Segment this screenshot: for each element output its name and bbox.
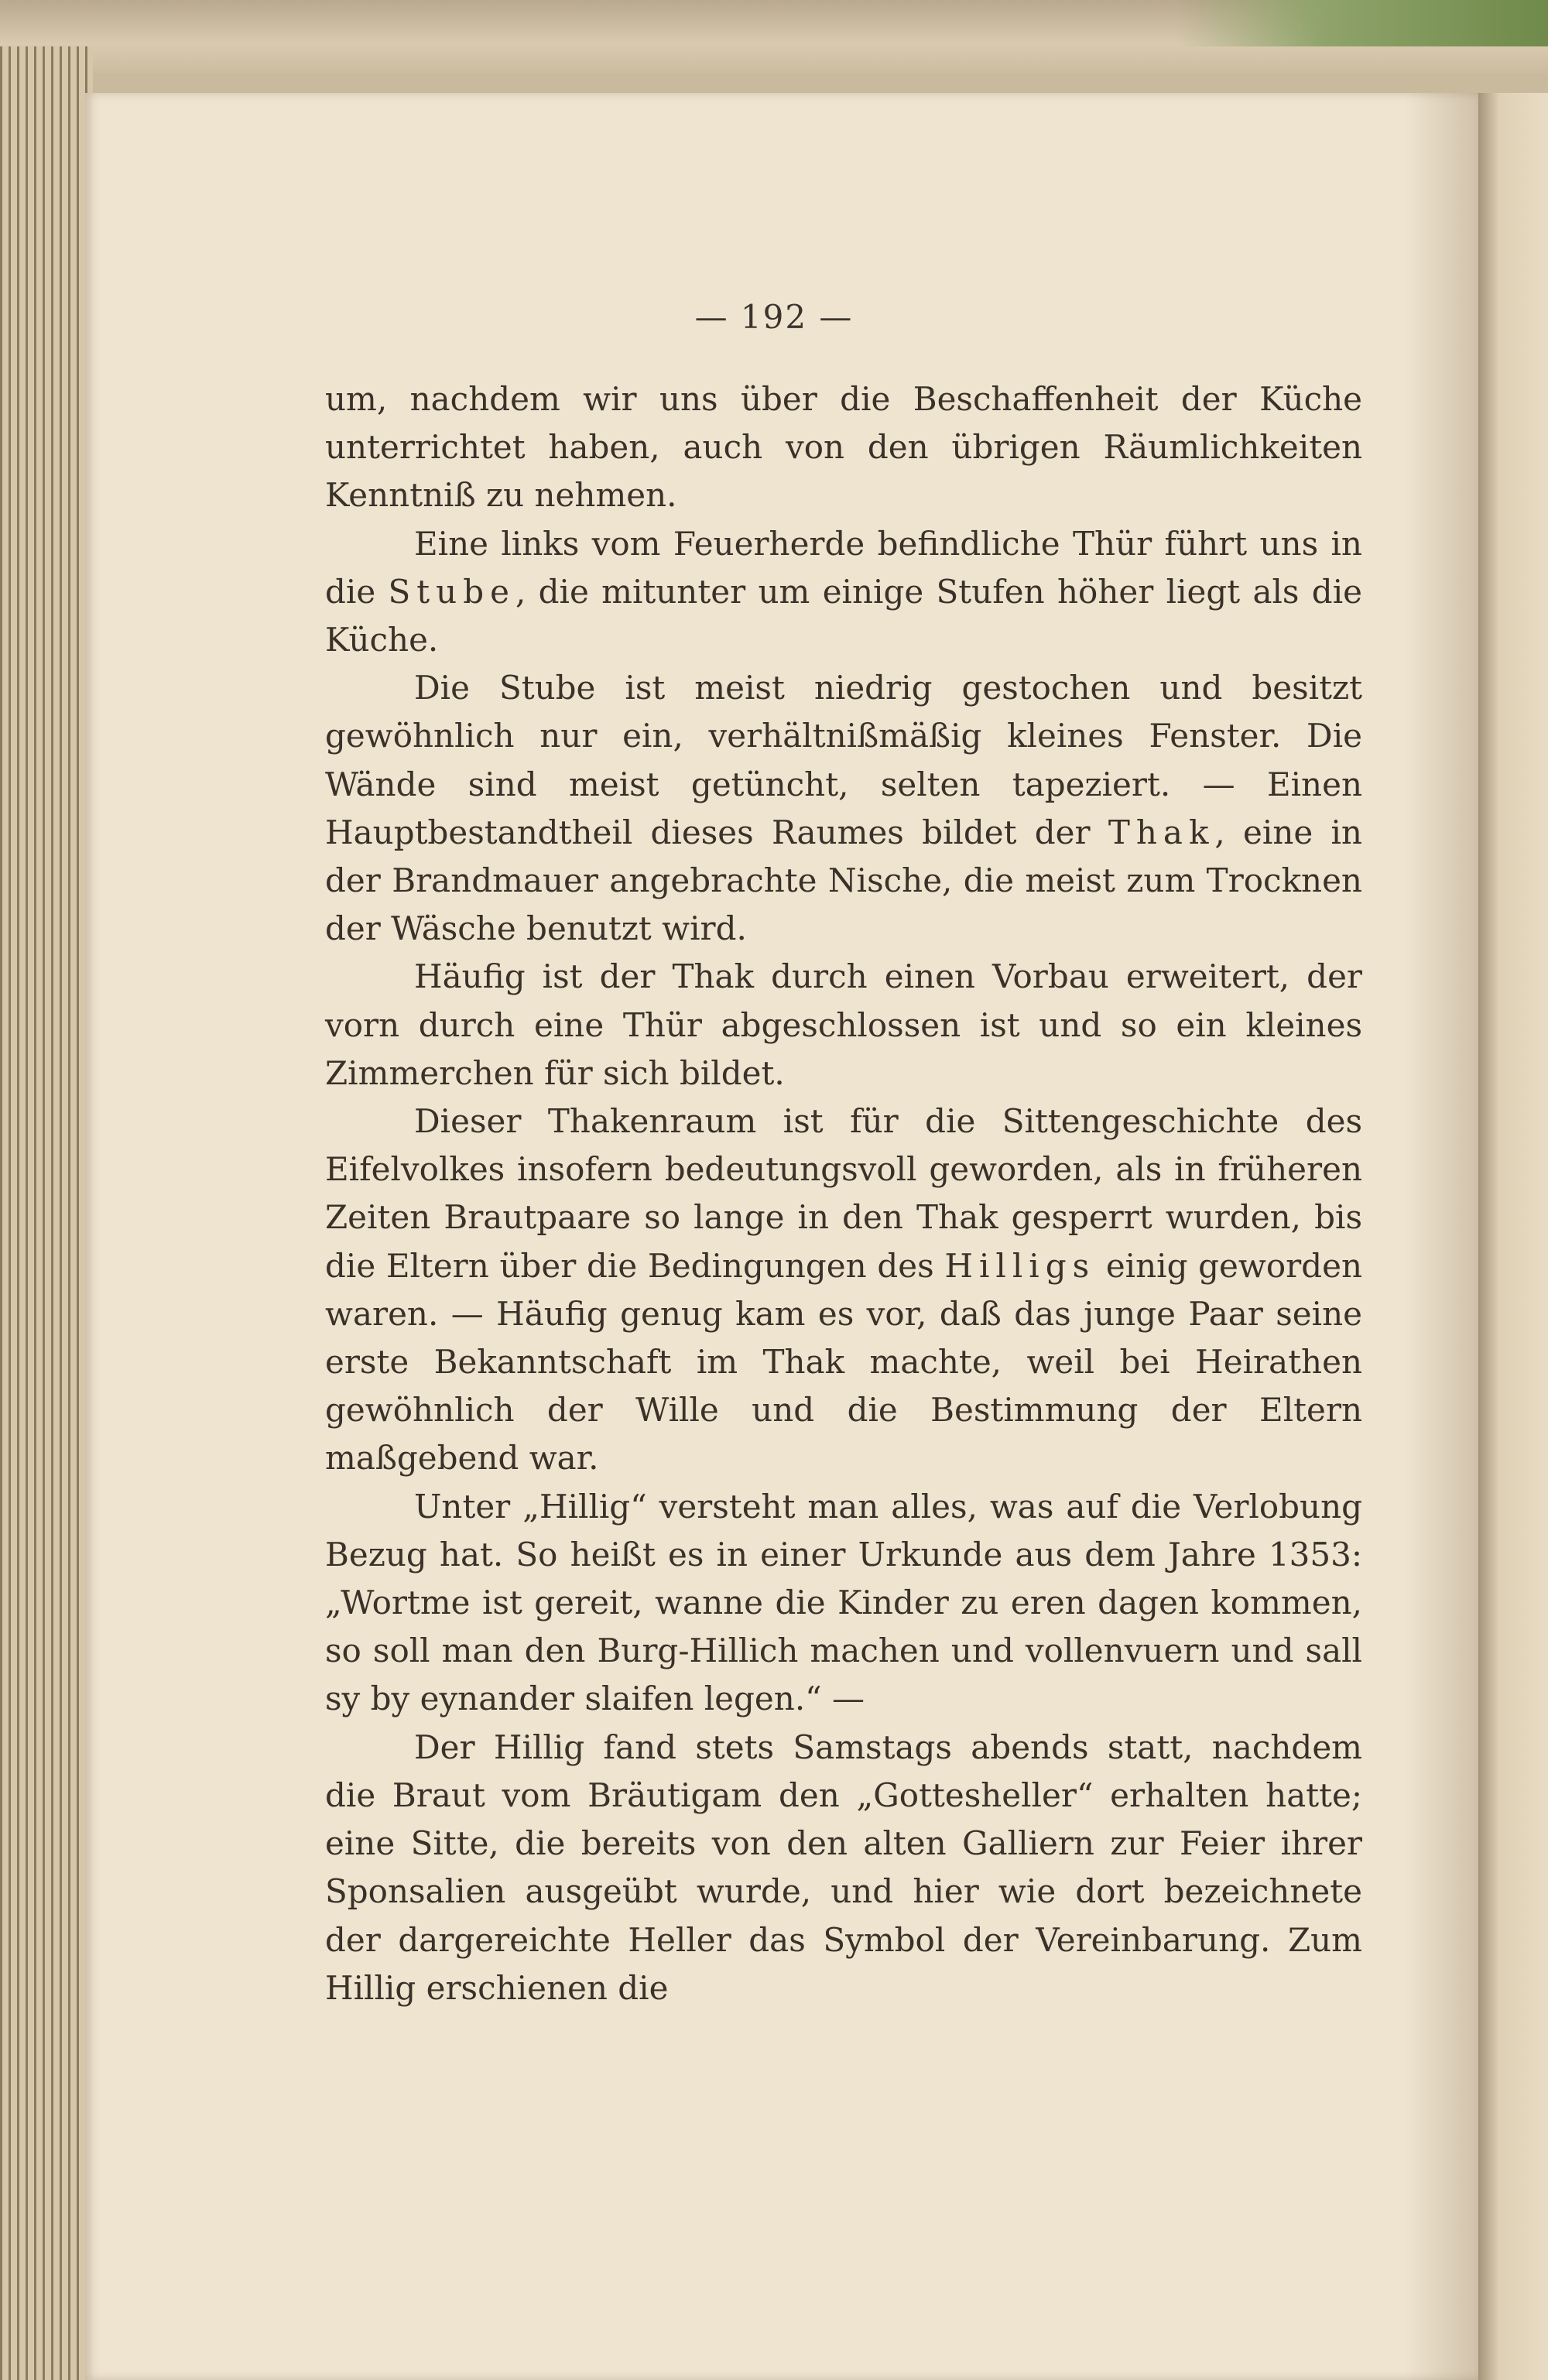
paragraph-text: Eine links vom Feuerherde befindliche Thür führt uns in die xyxy=(325,524,1362,611)
emphasized-word: Hilligs xyxy=(944,1246,1096,1285)
paragraph: Unter „Hillig“ versteht man alles, was auf die Verlobung Bezug hat. So heißt es in einer Urkunde aus dem Jahre 1353: „Wortme ist gereit, wanne die Kinder zu eren dagen kommen, so soll man den Burg-Hillich machen und vollenvuern und sall sy by eynander slaifen legen.“ — xyxy=(325,1487,1362,1718)
paragraph xyxy=(325,1098,1362,1483)
paragraph: Der Hillig fand stets Samstags abends statt, nachdem die Braut vom Bräutigam den „Gotteshеller“ erhalten hatte; eine Sitte, die bereits von den alten Galliern zur Feier ihrer Sponsalien ausgeübt wurde, und hier wie dort bezeichnete der dargereichte Heller das Symbol der Vereinbarung. Zum Hillig erschienen die xyxy=(325,1728,1362,2007)
paragraph xyxy=(325,664,1362,953)
paragraph-text: , eine in der Brandmauer angebrachte Nische, die meist zum Trocknen der Wäsche benutzt wird. xyxy=(325,813,1362,948)
facing-page-edge xyxy=(1478,93,1548,2380)
paragraph: um, nachdem wir uns über die Beschaffenheit der Küche unterrichtet haben, auch von den übrigen Räumlichkeiten Kenntniß zu nehmen. xyxy=(325,380,1362,515)
cover-ribbon xyxy=(1176,0,1548,46)
paragraph-text: Die Stube ist meist niedrig gestochen und besitzt gewöhnlich nur ein, verhältnißmäßig kleines Fenster. Die Wände sind meist getüncht, selten tapeziert. — Einen Hauptbestandtheil dieses Raumes bildet der xyxy=(325,669,1362,851)
page-number: — 192 — xyxy=(694,298,854,336)
emphasized-word: Thak xyxy=(1108,813,1215,851)
paragraph-text: Dieser Thakenraum ist für die Sittengeschichte des Eifelvolkes insofern bedeutungsvoll geworden, als in früheren Zeiten Brautpaare so lange in den Thak gesperrt wurden, bis die Eltern über die Bedingungen des xyxy=(325,1102,1362,1285)
paragraph-text: , die mitunter um einige Stufen höher liegt als die Küche. xyxy=(325,572,1362,659)
emphasized-word: Stube xyxy=(388,572,515,611)
paragraph-text: einig geworden waren. — Häufig genug kam es vor, daß das junge Paar seine erste Bekanntschaft im Thak machte, weil bei Heirathen gewöhnlich der Wille und die Bestimmung der Eltern maßgebend war. xyxy=(325,1246,1362,1478)
paragraph xyxy=(325,520,1362,665)
body-text xyxy=(325,375,1362,2012)
page-stack xyxy=(0,46,93,2380)
gutter-shadow xyxy=(1405,93,1478,2380)
paragraph: Häufig ist der Thak durch einen Vorbau erweitert, der vorn durch eine Thür abgeschlossen ist und so ein kleines Zimmerchen für sich bildet. xyxy=(325,957,1362,1092)
